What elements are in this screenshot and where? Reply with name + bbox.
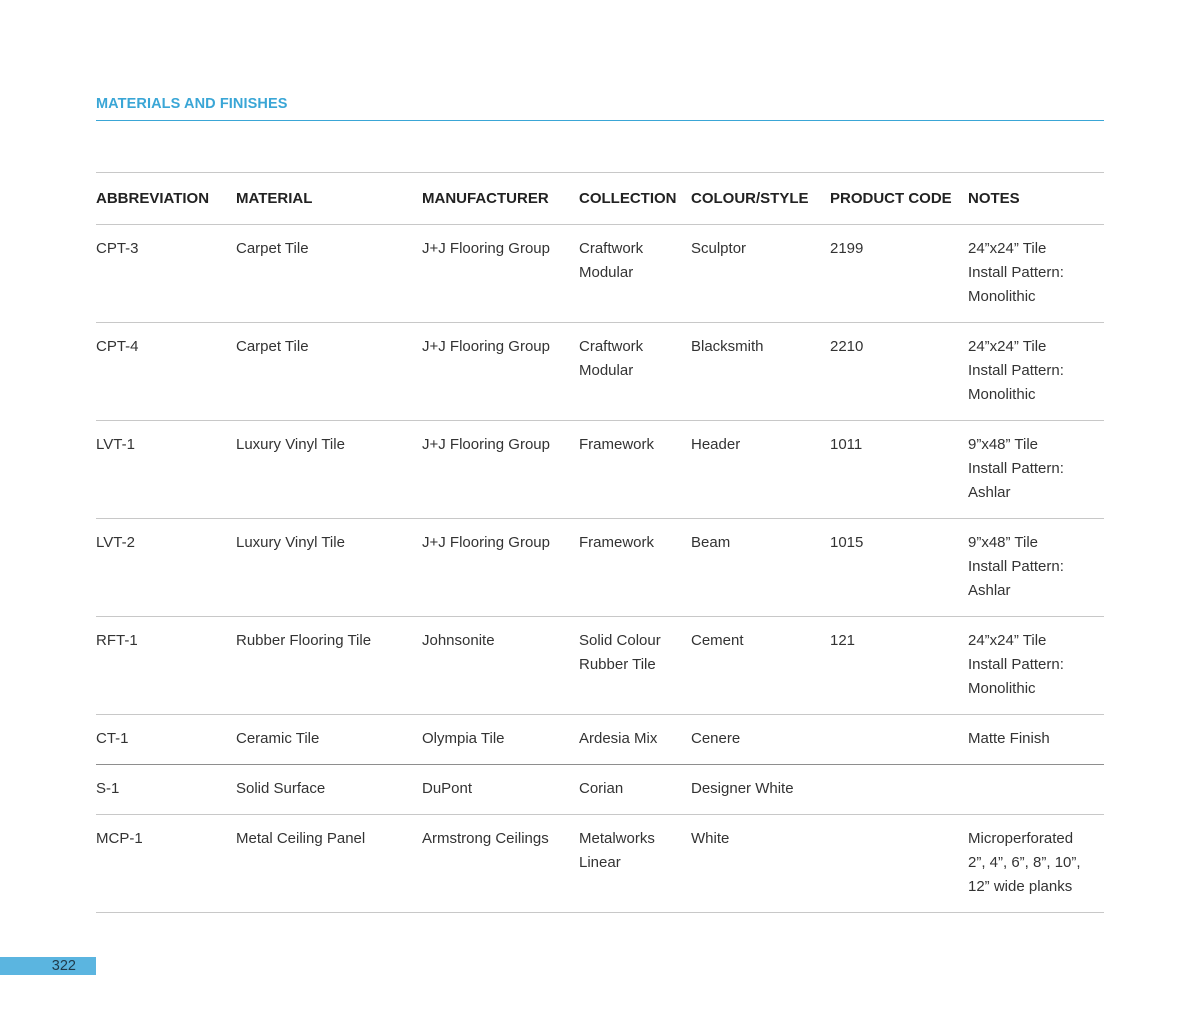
cell-notes-line: Install Pattern: (968, 460, 1064, 477)
header-product-code: PRODUCT CODE (830, 190, 952, 207)
cell-notes (968, 815, 1104, 913)
cell-notes-line: 24”x24” Tile (968, 632, 1047, 649)
cell-notes-line: 24”x24” Tile (968, 338, 1047, 355)
table-row (96, 765, 1104, 815)
cell-abbreviation: LVT-2 (96, 534, 135, 551)
cell-collection-line: Corian (579, 780, 624, 797)
cell-abbreviation: CPT-3 (96, 240, 139, 257)
cell-collection-line: Linear (579, 854, 621, 871)
cell-abbreviation: CPT-4 (96, 338, 139, 355)
materials-table (96, 172, 1104, 913)
cell-manufacturer: Olympia Tile (422, 730, 505, 747)
cell-notes-line: Monolithic (968, 386, 1036, 403)
cell-collection (579, 519, 691, 617)
cell-colour-style: Blacksmith (691, 338, 764, 355)
cell-colour-style: White (691, 830, 730, 847)
header-notes: NOTES (968, 190, 1020, 207)
cell-product-code: 1015 (830, 534, 864, 551)
table-row (96, 225, 1104, 323)
cell-material: Metal Ceiling Panel (236, 830, 366, 847)
cell-collection-line: Modular (579, 362, 634, 379)
cell-colour-style: Cenere (691, 730, 741, 747)
table-row (96, 715, 1104, 765)
cell-notes (968, 765, 1104, 815)
cell-material: Carpet Tile (236, 338, 309, 355)
cell-notes-line: Install Pattern: (968, 264, 1064, 281)
cell-colour-style: Beam (691, 534, 731, 551)
cell-collection-line: Modular (579, 264, 634, 281)
cell-collection-line: Framework (579, 534, 655, 551)
cell-manufacturer: J+J Flooring Group (422, 436, 550, 453)
cell-product-code: 1011 (830, 436, 863, 453)
cell-colour-style: Sculptor (691, 240, 747, 257)
cell-notes (968, 617, 1104, 715)
cell-notes-line: Matte Finish (968, 730, 1050, 747)
cell-notes-line: Install Pattern: (968, 558, 1064, 575)
section-title: MATERIALS AND FINISHES (96, 96, 288, 112)
cell-collection (579, 421, 691, 519)
cell-notes-line: Monolithic (968, 680, 1036, 697)
header-abbreviation: ABBREVIATION (96, 190, 210, 207)
cell-material: Luxury Vinyl Tile (236, 436, 345, 453)
cell-manufacturer: Johnsonite (422, 632, 495, 649)
cell-material: Luxury Vinyl Tile (236, 534, 345, 551)
cell-notes (968, 323, 1104, 421)
cell-notes-line: Ashlar (968, 582, 1011, 599)
cell-material: Rubber Flooring Tile (236, 632, 372, 649)
cell-manufacturer: J+J Flooring Group (422, 534, 550, 551)
cell-product-code: 121 (830, 632, 856, 649)
cell-colour-style: Designer White (691, 780, 794, 797)
cell-manufacturer: Armstrong Ceilings (422, 830, 549, 847)
title-divider (96, 120, 1104, 121)
cell-notes-line: Install Pattern: (968, 656, 1064, 673)
cell-notes (968, 421, 1104, 519)
cell-product-code (830, 715, 968, 765)
cell-notes-line: 24”x24” Tile (968, 240, 1047, 257)
cell-notes-line: 9”x48” Tile (968, 436, 1039, 453)
cell-notes (968, 519, 1104, 617)
cell-product-code (830, 765, 968, 815)
table-row (96, 617, 1104, 715)
table-body (96, 225, 1104, 913)
cell-abbreviation: LVT-1 (96, 436, 135, 453)
cell-abbreviation: S-1 (96, 780, 120, 797)
cell-collection (579, 765, 691, 815)
cell-manufacturer: J+J Flooring Group (422, 240, 550, 257)
cell-notes-line: 12” wide planks (968, 878, 1073, 895)
cell-material: Ceramic Tile (236, 730, 320, 747)
header-colour-style: COLOUR/STYLE (691, 190, 809, 207)
cell-notes-line: Microperforated (968, 830, 1074, 847)
cell-manufacturer: J+J Flooring Group (422, 338, 550, 355)
cell-collection (579, 815, 691, 913)
header-manufacturer: MANUFACTURER (422, 190, 549, 207)
page-number: 322 (51, 958, 76, 974)
cell-abbreviation: RFT-1 (96, 632, 138, 649)
header-collection: COLLECTION (579, 190, 677, 207)
cell-notes-line: Install Pattern: (968, 362, 1064, 379)
cell-collection-line: Rubber Tile (579, 656, 656, 673)
cell-abbreviation: CT-1 (96, 730, 129, 747)
cell-collection (579, 225, 691, 323)
table-row (96, 421, 1104, 519)
cell-collection (579, 323, 691, 421)
table-row (96, 815, 1104, 913)
header-material: MATERIAL (236, 190, 313, 207)
cell-collection-line: Craftwork (579, 338, 644, 355)
cell-notes-line: Monolithic (968, 288, 1036, 305)
cell-product-code (830, 815, 968, 913)
table-row (96, 519, 1104, 617)
table-row (96, 323, 1104, 421)
cell-notes (968, 225, 1104, 323)
cell-collection (579, 715, 691, 765)
cell-notes (968, 715, 1104, 765)
cell-product-code: 2210 (830, 338, 864, 355)
page-number-tab (0, 957, 96, 975)
cell-collection-line: Metalworks (579, 830, 655, 847)
cell-collection (579, 617, 691, 715)
table-header-row (96, 173, 1104, 225)
cell-collection-line: Framework (579, 436, 655, 453)
cell-colour-style: Header (691, 436, 741, 453)
cell-material: Carpet Tile (236, 240, 309, 257)
cell-collection-line: Ardesia Mix (579, 730, 658, 747)
cell-material: Solid Surface (236, 780, 326, 797)
cell-manufacturer: DuPont (422, 780, 473, 797)
cell-notes-line: 2”, 4”, 6”, 8”, 10”, (968, 854, 1081, 871)
cell-notes-line: Ashlar (968, 484, 1011, 501)
cell-abbreviation: MCP-1 (96, 830, 143, 847)
cell-product-code: 2199 (830, 240, 864, 257)
cell-collection-line: Craftwork (579, 240, 644, 257)
cell-colour-style: Cement (691, 632, 744, 649)
cell-notes-line: 9”x48” Tile (968, 534, 1039, 551)
cell-collection-line: Solid Colour (579, 632, 661, 649)
